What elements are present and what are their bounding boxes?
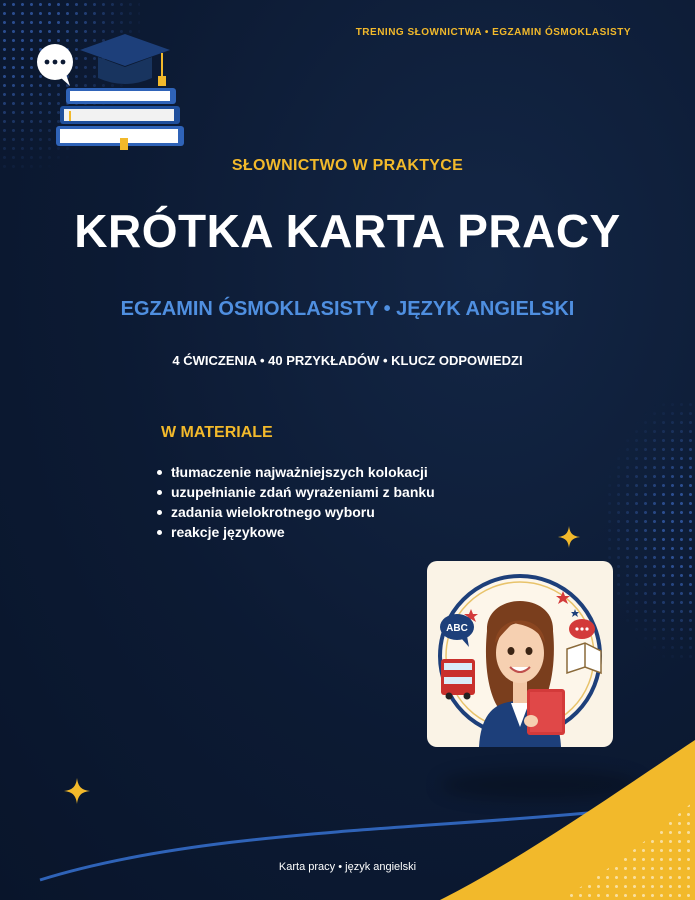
london-bus-icon xyxy=(441,659,475,700)
contents-list xyxy=(155,462,435,542)
dot-pattern-right xyxy=(605,400,695,660)
sparkle-icon xyxy=(558,526,580,548)
decorative-wave xyxy=(0,720,695,900)
list-item: reakcje językowe xyxy=(155,522,435,542)
list-item: tłumaczenie najważniejszych kolokacji xyxy=(155,462,435,482)
speech-bubble-icon xyxy=(569,619,595,639)
speech-bubble-icon xyxy=(37,44,73,86)
page-title: KRÓTKA KARTA PRACY xyxy=(74,205,621,257)
graduation-cap-icon xyxy=(80,34,170,86)
contents-heading: W MATERIALE xyxy=(161,424,273,441)
footer-text: Karta pracy • język angielski xyxy=(278,861,417,873)
section-subtitle: SŁOWNICTWO W PRAKTYCE xyxy=(231,157,464,174)
books-logo xyxy=(30,30,190,155)
books-icon xyxy=(56,88,184,150)
meta-line: 4 ĆWICZENIA • 40 PRZYKŁADÓW • KLUCZ ODPOWIEDZI xyxy=(172,353,523,368)
list-item: zadania wielokrotnego wyboru xyxy=(155,502,435,522)
exam-line: EGZAMIN ÓSMOKLASISTY • JĘZYK ANGIELSKI xyxy=(120,298,575,320)
list-item: uzupełnianie zdań wyrażeniami z banku xyxy=(155,482,435,502)
top-label: TRENING SŁOWNICTWA • EGZAMIN ÓSMOKLASISTY xyxy=(355,27,631,38)
abc-bubble-text: ABC xyxy=(446,623,468,634)
